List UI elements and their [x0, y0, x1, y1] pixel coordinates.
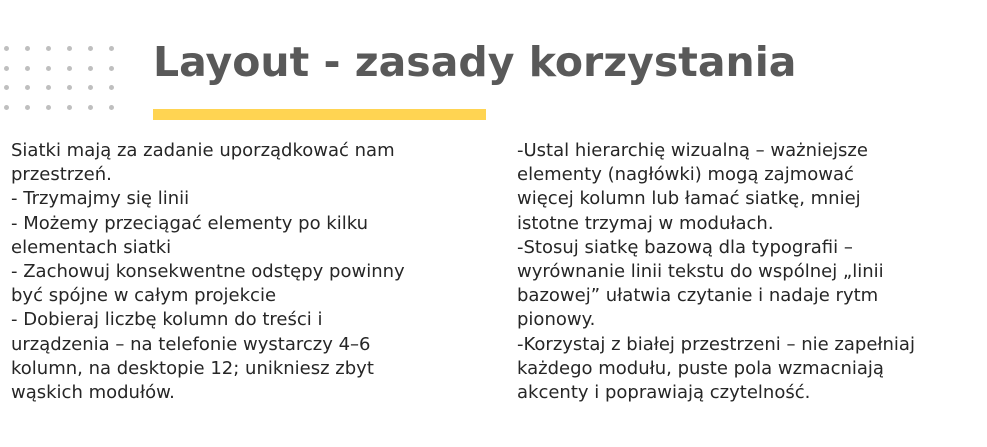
text-line: wąskich modułów. [11, 382, 175, 404]
text-line: - Możemy przeciągać elementy po kilku [11, 212, 369, 234]
text-line: istotne trzymaj w modułach. [517, 212, 774, 234]
dot [67, 85, 72, 90]
text-line: urządzenia – na telefonie wystarczy 4–6 [11, 333, 371, 355]
dot [46, 46, 51, 51]
text-line: elementy (nagłówki) mogą zajmować [517, 164, 854, 186]
text-line: kolumn, na desktopie 12; unikniesz zbyt [11, 357, 374, 379]
dot [46, 105, 51, 110]
dot [46, 85, 51, 90]
text-line: -Ustal hierarchię wizualną – ważniejsze [517, 140, 868, 161]
text-line: akcenty i poprawiają czytelność. [517, 382, 811, 404]
text-line: bazowej” ułatwia czytanie i nadaje rytm [517, 285, 879, 307]
dot [25, 66, 30, 71]
text-line: wyrównanie linii tekstu do wspólnej „linii [517, 261, 884, 283]
dot [25, 85, 30, 90]
title-underline [153, 109, 486, 120]
text-line: pionowy. [517, 309, 596, 331]
text-line: - Trzymajmy się linii [11, 188, 190, 210]
dot [67, 46, 72, 51]
dot [88, 85, 93, 90]
text-line: - Zachowuj konsekwentne odstępy powinny [11, 261, 405, 283]
text-line: -Stosuj siatkę bazową dla typografii – [517, 236, 853, 258]
dot [4, 105, 9, 110]
text-line: więcej kolumn lub łamać siatkę, mniej [517, 188, 861, 210]
text-line: - Dobieraj liczbę kolumn do treści i [11, 309, 323, 331]
text-line: elementach siatki [11, 236, 172, 258]
dot [4, 46, 9, 51]
dot [25, 105, 30, 110]
dot [88, 66, 93, 71]
dot [67, 105, 72, 110]
dot [4, 85, 9, 90]
left-column [11, 139, 491, 405]
dot [4, 66, 9, 71]
dot [109, 46, 114, 51]
text-line: Siatki mają za zadanie uporządkować nam [11, 140, 395, 161]
text-line: przestrzeń. [11, 164, 112, 186]
dot [109, 85, 114, 90]
dot [109, 66, 114, 71]
page-title: Layout - zasady korzystania [153, 38, 797, 86]
dot [46, 66, 51, 71]
dot [67, 66, 72, 71]
dot [88, 105, 93, 110]
dot [88, 46, 93, 51]
dot [25, 46, 30, 51]
dot-grid-icon [4, 46, 124, 116]
text-line: -Korzystaj z białej przestrzeni – nie zapełniaj [517, 333, 915, 355]
right-column [517, 139, 977, 405]
dot [109, 105, 114, 110]
text-line: każdego modułu, puste pola wzmacniają [517, 357, 884, 379]
text-line: być spójne w całym projekcie [11, 285, 277, 307]
